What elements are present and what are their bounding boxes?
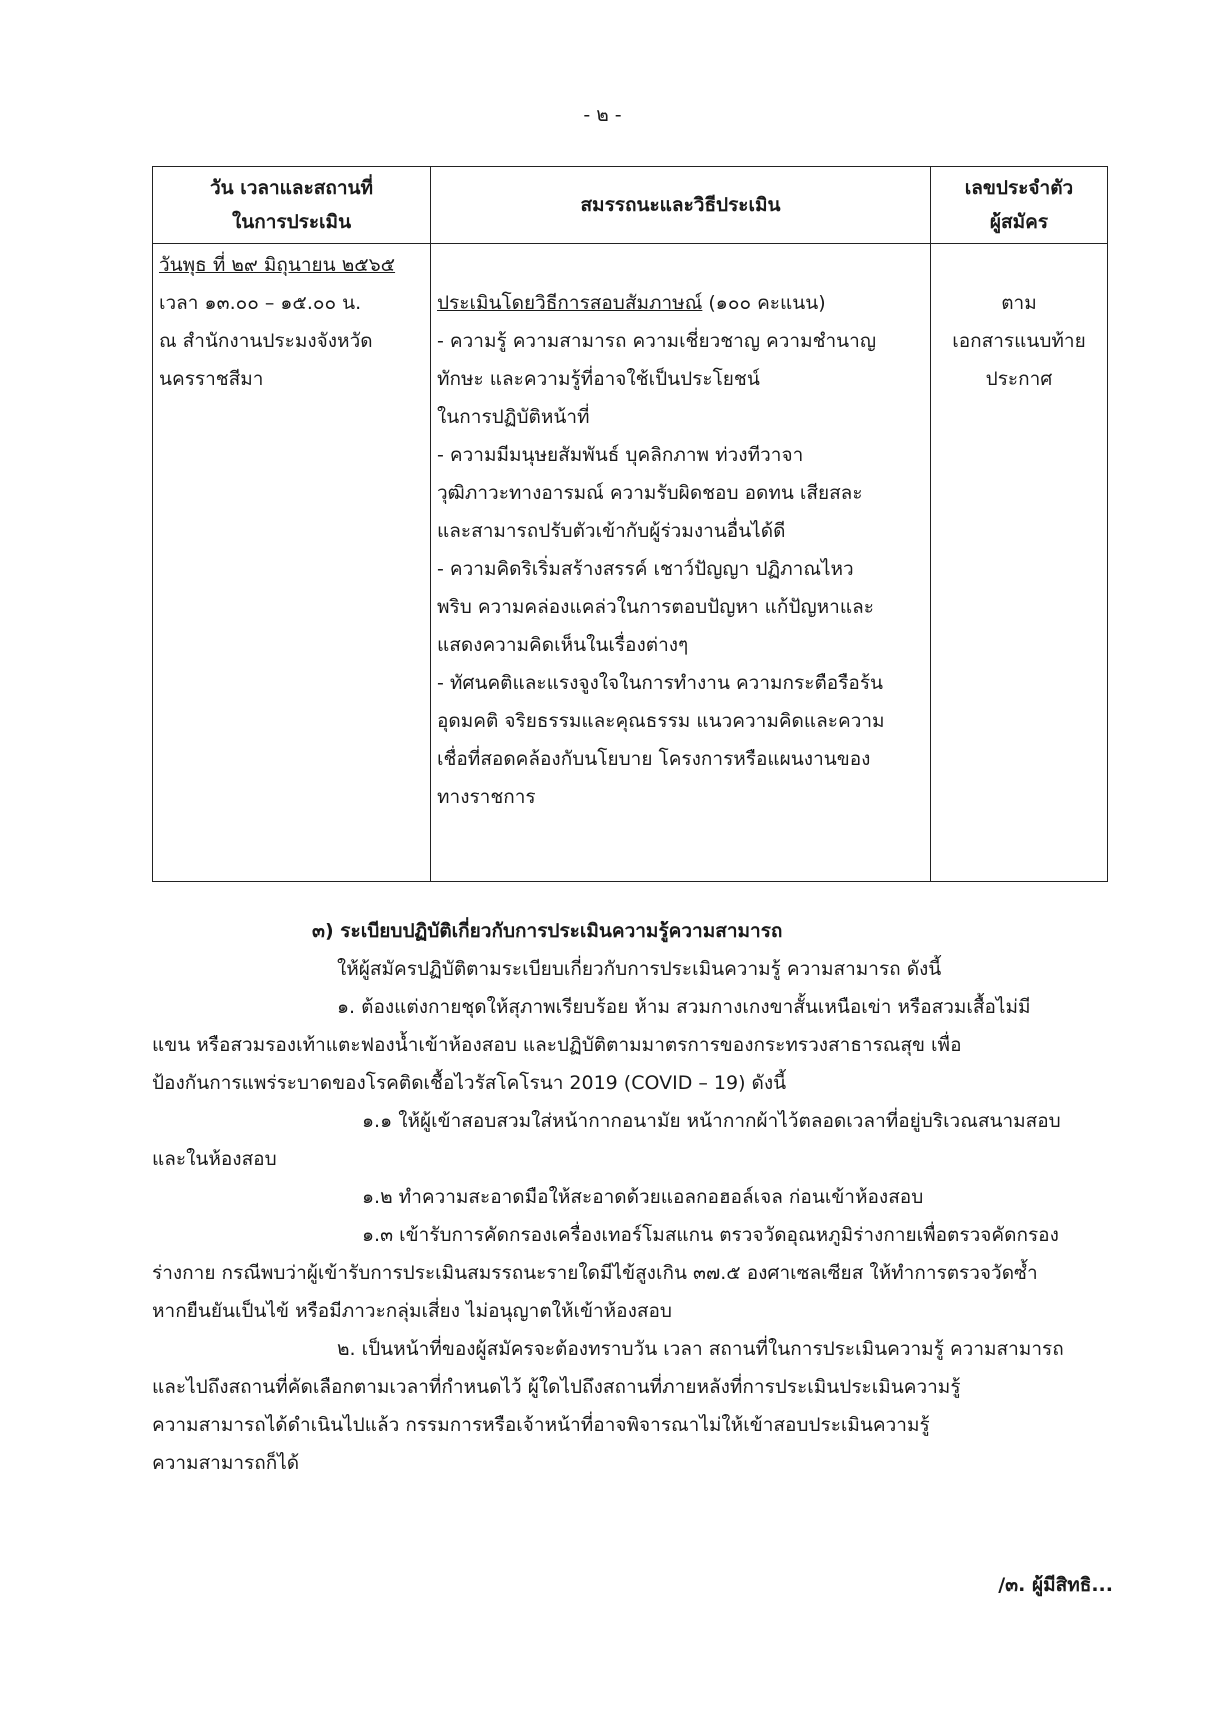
- exam-time: เวลา ๑๓.๐๐ – ๑๕.๐๐ น.: [159, 292, 362, 314]
- competency-line: วุฒิภาวะทางอารมณ์ ความรับผิดชอบ อดทน เสียสละ: [437, 482, 863, 504]
- item-1-1-line: ๑.๑ ให้ผู้เข้าสอบสวมใส่หน้ากากอนามัย หน้ากากผ้าไว้ตลอดเวลาที่อยู่บริเวณสนามสอบ: [362, 1110, 1061, 1132]
- competency-line: - ความรู้ ความสามารถ ความเชี่ยวชาญ ความชำนาญ: [437, 330, 877, 352]
- competency-line: อุดมคติ จริยธรรมและคุณธรรม แนวความคิดและความ: [437, 710, 885, 732]
- competency-line: - ทัศนคติและแรงจูงใจในการทำงาน ความกระตือรือร้น: [437, 672, 884, 694]
- cell-date-place: [153, 244, 431, 882]
- method-label: ประเมินโดยวิธีการสอบสัมภาษณ์: [437, 292, 703, 314]
- section-3-title: ๓) ระเบียบปฏิบัติเกี่ยวกับการประเมินความรู้ความสามารถ: [312, 920, 783, 942]
- table-row: [153, 244, 1108, 882]
- competency-line: พริบ ความคล่องแคล่วในการตอบปัญหา แก้ปัญหาและ: [437, 596, 874, 618]
- competency-line: ในการปฏิบัติหน้าที่: [437, 406, 590, 428]
- competency-line: เชื่อที่สอดคล้องกับนโยบาย โครงการหรือแผนงานของ: [437, 748, 871, 770]
- exam-date: วันพุธ ที่ ๒๙ มิถุนายน ๒๕๖๕: [159, 254, 396, 276]
- item-2-line: ๒. เป็นหน้าที่ของผู้สมัครจะต้องทราบวัน เวลา สถานที่ในการประเมินความรู้ ความสามารถ: [337, 1338, 1064, 1360]
- competency-line: แสดงความคิดเห็นในเรื่องต่างๆ: [437, 634, 689, 656]
- header-applicant-id: เลขประจำตัว ผู้สมัคร: [931, 167, 1108, 244]
- item-1-3-line: ร่างกาย กรณีพบว่าผู้เข้ารับการประเมินสมรรถนะรายใดมีไข้สูงเกิน ๓๗.๕ องศาเซลเซียส ให้ทำการตรวจวัดซ้ำ: [152, 1262, 1038, 1284]
- method-score: (๑๐๐ คะแนน): [702, 292, 826, 314]
- item-2-line: ความสามารถก็ได้: [152, 1452, 300, 1474]
- item-1-3-line: ๑.๓ เข้ารับการคัดกรองเครื่องเทอร์โมสแกน ตรวจวัดอุณหภูมิร่างกายเพื่อตรวจคัดกรอง: [362, 1224, 1059, 1246]
- competency-line: ทักษะ และความรู้ที่อาจใช้เป็นประโยชน์: [437, 368, 760, 390]
- item-2-line: ความสามารถได้ดำเนินไปแล้ว กรรมการหรือเจ้าหน้าที่อาจพิจารณาไม่ให้เข้าสอบประเมินความรู้: [152, 1414, 930, 1436]
- section-3: [152, 912, 1107, 1482]
- competency-line: ทางราชการ: [437, 786, 536, 808]
- next-page-reference: /๓. ผู้มีสิทธิ...: [998, 1574, 1113, 1596]
- item-1-2-line: ๑.๒ ทำความสะอาดมือให้สะอาดด้วยแอลกอฮอล์เจล ก่อนเข้าห้องสอบ: [362, 1186, 924, 1208]
- item-2-line: และไปถึงสถานที่คัดเลือกตามเวลาที่กำหนดไว้ ผู้ใดไปถึงสถานที่ภายหลังที่การประเมินประเมินความรู้: [152, 1376, 961, 1398]
- table-header-row: [153, 167, 1108, 244]
- item-1-3-line: หากยืนยันเป็นไข้ หรือมีภาวะกลุ่มเสี่ยง ไม่อนุญาตให้เข้าห้องสอบ: [152, 1300, 672, 1322]
- evaluation-table: [152, 166, 1108, 882]
- header-date-place: วัน เวลาและสถานที่ ในการประเมิน: [153, 167, 431, 244]
- exam-place-line2: นครราชสีมา: [159, 368, 264, 390]
- item-1-line: ๑. ต้องแต่งกายชุดให้สุภาพเรียบร้อย ห้าม สวมกางเกงขาสั้นเหนือเข่า หรือสวมเสื้อไม่มี: [337, 996, 1031, 1018]
- item-1-line: แขน หรือสวมรองเท้าแตะฟองน้ำเข้าห้องสอบ และปฏิบัติตามมาตรการของกระทรวงสาธารณสุข เพื่อ: [152, 1034, 962, 1056]
- competency-line: - ความคิดริเริ่มสร้างสรรค์ เชาว์ปัญญา ปฏิภาณไหว: [437, 558, 854, 580]
- section-3-intro: ให้ผู้สมัครปฏิบัติตามระเบียบเกี่ยวกับการประเมินความรู้ ความสามารถ ดังนี้: [337, 958, 942, 980]
- page-number: - ๒ -: [583, 104, 622, 126]
- competency-line: - ความมีมนุษยสัมพันธ์ บุคลิกภาพ ท่วงทีวาจา: [437, 444, 804, 466]
- item-1-1-line: และในห้องสอบ: [152, 1148, 277, 1170]
- item-1-line: ป้องกันการแพร่ระบาดของโรคติดเชื้อไวรัสโคโรนา 2019 (COVID – 19) ดังนี้: [152, 1072, 787, 1094]
- exam-place-line1: ณ สำนักงานประมงจังหวัด: [159, 330, 373, 352]
- cell-competency-method: [431, 244, 931, 882]
- header-competency-method: สมรรถนะและวิธีประเมิน: [431, 167, 931, 244]
- competency-line: และสามารถปรับตัวเข้ากับผู้ร่วมงานอื่นได้ดี: [437, 520, 786, 542]
- cell-applicant-id: ตาม เอกสารแนบท้าย ประกาศ: [931, 244, 1108, 882]
